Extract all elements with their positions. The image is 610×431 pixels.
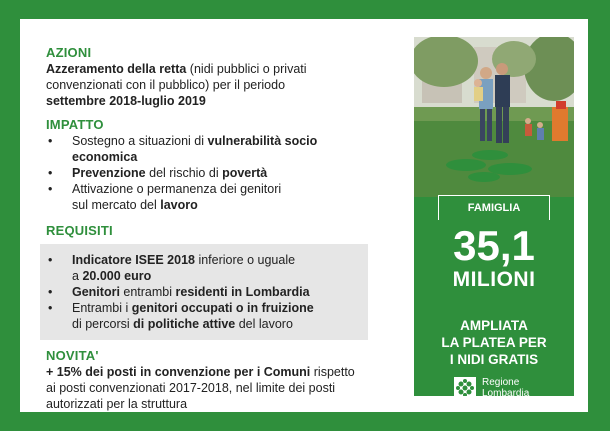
novita-line-3: autorizzati per la struttura [46, 397, 188, 411]
novita-line-1: + 15% dei posti in convenzione per i Comuni rispetto [46, 365, 355, 379]
category-badge: FAMIGLIA [438, 195, 550, 220]
impatto-list [46, 133, 386, 213]
claim-line-3: I NIDI GRATIS [449, 352, 539, 367]
list-item: • Entrambi i genitori occupati o in fruizione di percorsi di politiche attive del lavoro [46, 300, 362, 332]
section-requisiti [46, 223, 386, 340]
requisiti-list [46, 252, 362, 332]
azioni-line-2: convenzionati con il pubblico) per il periodo [46, 78, 286, 92]
section-azioni [46, 45, 386, 109]
content-column [46, 45, 386, 412]
section-novita [46, 348, 386, 412]
list-item: • Attivazione o permanenza dei genitori sul mercato del lavoro [46, 181, 386, 213]
section-title-azioni: AZIONI [46, 45, 92, 60]
list-item: • Prevenzione del rischio di povertà [46, 165, 386, 181]
novita-line-2: ai posti convenzionati 2017-2018, nel limite dei posti [46, 381, 336, 395]
claim-line-2: LA PLATEA PER [441, 335, 547, 350]
section-title-impatto: IMPATTO [46, 117, 104, 132]
list-item: • Genitori entrambi residenti in Lombardia [46, 284, 362, 300]
logo-text: Regione Lombardia [482, 377, 530, 396]
headline-claim [414, 317, 574, 368]
section-title-novita: NOVITA' [46, 348, 99, 363]
section-impatto [46, 117, 386, 213]
funding-amount: 35,1 [453, 222, 535, 269]
funding-unit: MILIONI [452, 268, 536, 291]
list-item: • Indicatore ISEE 2018 inferiore o uguale a 20.000 euro [46, 252, 362, 284]
list-item: • Sostegno a situazioni di vulnerabilità socio economica [46, 133, 386, 165]
family-photo [414, 37, 574, 197]
azioni-line-1: Azzeramento della retta (nidi pubblici o privati [46, 62, 307, 76]
section-title-requisiti: REQUISITI [46, 223, 113, 238]
regione-lombardia-logo [454, 377, 529, 396]
rosa-camuna-icon [454, 377, 476, 396]
funding-figure [414, 224, 574, 292]
claim-line-1: AMPLIATA [460, 318, 528, 333]
highlight-panel [414, 37, 574, 396]
requisiti-box [40, 244, 368, 340]
infographic-card [20, 19, 588, 412]
azioni-line-3: settembre 2018-luglio 2019 [46, 94, 206, 108]
